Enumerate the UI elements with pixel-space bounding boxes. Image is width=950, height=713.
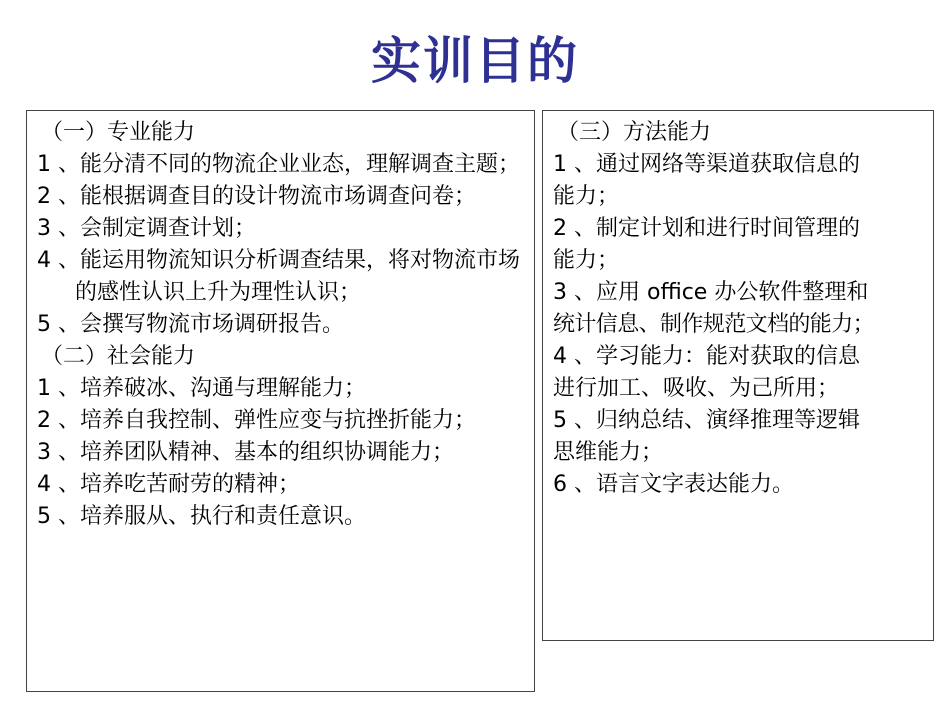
section-heading-professional: （一）专业能力 bbox=[41, 120, 196, 145]
left-text-box bbox=[26, 110, 535, 692]
list-item: 1 、培养破冰、沟通与理解能力； bbox=[37, 376, 366, 401]
text-line: 5 、归纳总结、演绎推理等逻辑 bbox=[553, 408, 860, 433]
section-heading-method: （三）方法能力 bbox=[557, 120, 712, 145]
right-text-box bbox=[542, 110, 934, 641]
text-line: 3 、应用 office 办公软件整理和 bbox=[553, 280, 869, 305]
text-line: 统计信息、制作规范文档的能力； bbox=[553, 312, 875, 337]
text-line: 能力； bbox=[553, 184, 620, 209]
text-line: 能力； bbox=[553, 248, 620, 273]
slide-title: 实训目的 bbox=[371, 32, 579, 90]
text-line: 思维能力； bbox=[553, 440, 664, 465]
list-item: 4 、培养吃苦耐劳的精神； bbox=[37, 472, 300, 497]
list-item: 2 、培养自我控制、弹性应变与抗挫折能力； bbox=[37, 408, 476, 433]
text-line: 进行加工、吸收、为己所用； bbox=[553, 376, 840, 401]
list-item: 3 、会制定调查计划； bbox=[37, 216, 256, 241]
section-heading-social: （二）社会能力 bbox=[41, 344, 196, 369]
list-item: 5 、会撰写物流市场调研报告。 bbox=[37, 312, 344, 337]
text-line: 2 、制定计划和进行时间管理的 bbox=[553, 216, 860, 241]
list-item: 3 、培养团队精神、基本的组织协调能力； bbox=[37, 440, 454, 465]
list-item: 5 、培养服从、执行和责任意识。 bbox=[37, 504, 366, 529]
text-line: 6 、语言文字表达能力。 bbox=[553, 472, 794, 497]
list-item: 1 、能分清不同的物流企业业态，理解调查主题； bbox=[37, 152, 520, 177]
list-item: 4 、能运用物流知识分析调查结果，将对物流市场的感性认识上升为理性认识； bbox=[37, 248, 520, 305]
text-line: 1 、通过网络等渠道获取信息的 bbox=[553, 152, 860, 177]
list-item: 2 、能根据调查目的设计物流市场调查问卷； bbox=[37, 184, 476, 209]
text-line: 4 、学习能力：能对获取的信息 bbox=[553, 344, 860, 369]
